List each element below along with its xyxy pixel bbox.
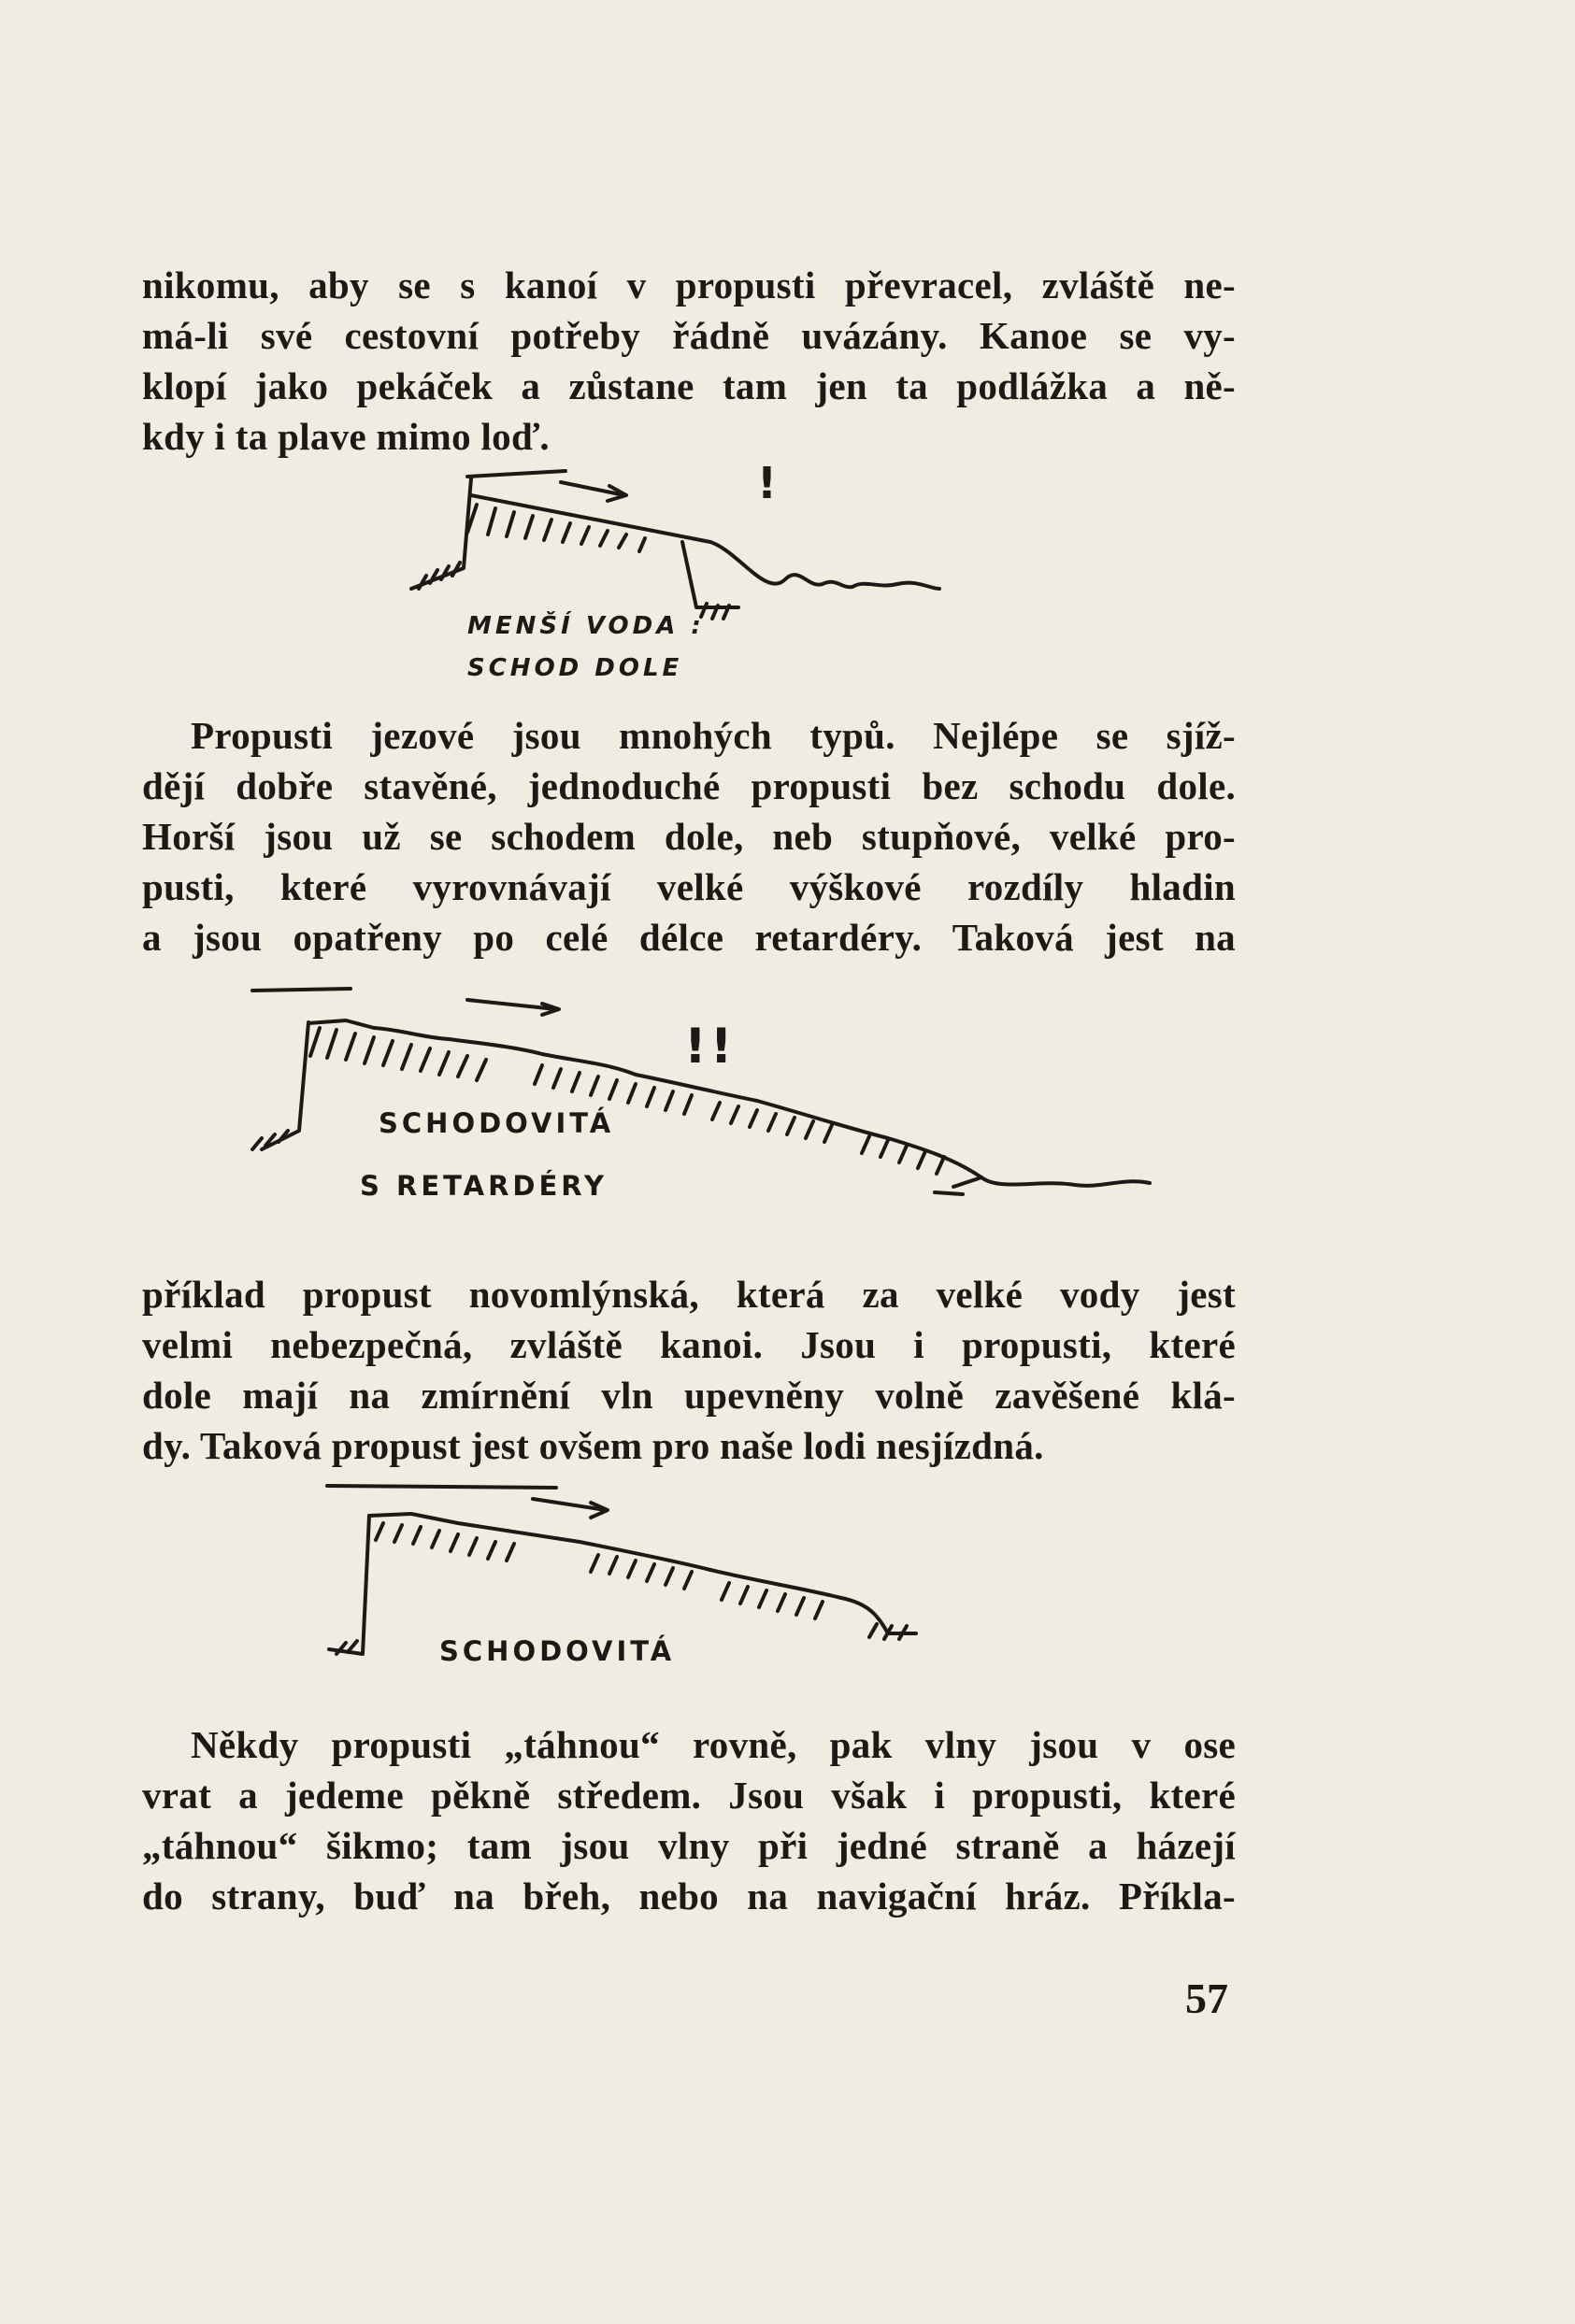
text-line: dy. Taková propust jest ovšem pro naše lodi nesjízdná. <box>142 1424 1044 1467</box>
text-line: příklad propust novomlýnská, která za velké vody jest <box>142 1273 1236 1316</box>
sketch-weir-stepped-retarders <box>234 972 1187 1252</box>
text-line: vrat a jedeme pěkně středem. Jsou však i propusti, které <box>142 1774 1236 1817</box>
sketch-weir-step-below <box>374 458 953 691</box>
paragraph-3 <box>142 1269 1236 1471</box>
exclamation-mark: !! <box>684 1019 737 1075</box>
paragraph-4 <box>142 1719 1236 1921</box>
sketch-weir-stepped <box>318 1467 972 1701</box>
paragraph-1 <box>142 260 1236 462</box>
caption-line: SCHODOVITÁ <box>379 1107 615 1139</box>
weir-drawing <box>234 972 1187 1252</box>
exclamation-mark: ! <box>757 458 780 508</box>
caption-line: SCHOD DOLE <box>467 654 683 682</box>
paragraph-2 <box>142 710 1236 962</box>
text-line: Propusti jezové jsou mnohých typů. Nejlépe se sjíž- <box>191 714 1236 757</box>
text-line: dějí dobře stavěné, jednoduché propusti bez schodu dole. <box>142 764 1236 807</box>
text-line: dole mají na zmírnění vln upevněny volně zavěšené klá- <box>142 1374 1236 1417</box>
text-line: klopí jako pekáček a zůstane tam jen ta podlážka a ně- <box>142 364 1236 407</box>
text-line: a jsou opatřeny po celé délce retardéry. Taková jest na <box>142 916 1236 959</box>
text-line: do strany, buď na břeh, nebo na navigační hráz. Příkla- <box>142 1875 1236 1918</box>
text-line: „táhnou“ šikmo; tam jsou vlny při jedné straně a házejí <box>142 1824 1236 1867</box>
caption-line: S RETARDÉRY <box>360 1170 609 1202</box>
caption-line: SCHODOVITÁ <box>439 1635 676 1667</box>
caption-line: MENŠÍ VODA : <box>467 612 705 640</box>
text-line: Někdy propusti „táhnou“ rovně, pak vlny jsou v ose <box>191 1723 1236 1766</box>
text-line: velmi nebezpečná, zvláště kanoi. Jsou i propusti, které <box>142 1323 1236 1366</box>
text-line: má-li své cestovní potřeby řádně uvázány. Kanoe se vy- <box>142 314 1236 357</box>
page-number: 57 <box>1185 1975 1228 2022</box>
text-line: pusti, které vyrovnávají velké výškové rozdíly hladin <box>142 865 1236 908</box>
text-line: nikomu, aby se s kanoí v propusti převracel, zvláště ne- <box>142 264 1236 307</box>
text-line: Horší jsou už se schodem dole, neb stupňové, velké pro- <box>142 815 1236 858</box>
text-line: kdy i ta plave mimo loď. <box>142 415 550 458</box>
